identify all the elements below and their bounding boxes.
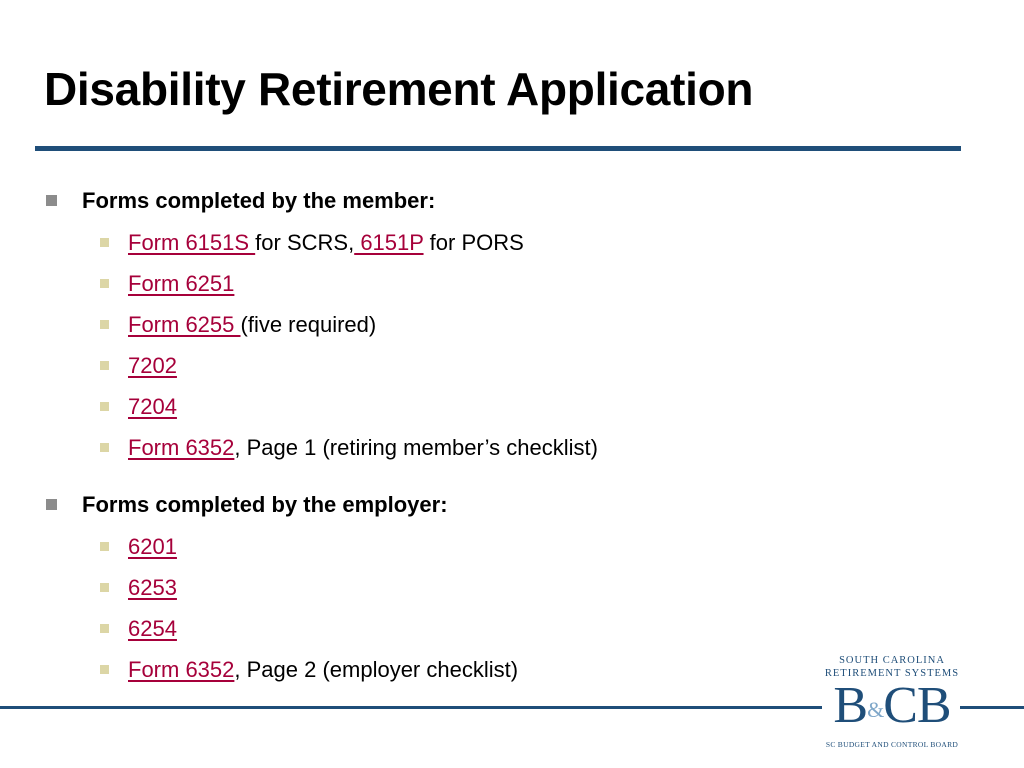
bullet-square-icon bbox=[100, 624, 109, 633]
member-section-heading: Forms completed by the member: bbox=[82, 188, 435, 214]
form-6251-link[interactable]: Form 6251 bbox=[128, 271, 235, 296]
footer-divider bbox=[0, 706, 822, 709]
employer-section-heading: Forms completed by the employer: bbox=[82, 492, 448, 518]
bullet-square-icon bbox=[100, 402, 109, 411]
form-6151s-link[interactable]: Form 6151S bbox=[128, 230, 256, 255]
list-item: Form 6255 (five required) bbox=[128, 312, 376, 338]
list-item bbox=[128, 394, 177, 420]
form-7202-link[interactable]: 7202 bbox=[128, 353, 177, 378]
list-item bbox=[128, 353, 177, 379]
bullet-square-icon bbox=[46, 195, 57, 206]
bullet-square-icon bbox=[100, 361, 109, 370]
title-divider bbox=[35, 146, 961, 151]
bullet-square-icon bbox=[100, 238, 109, 247]
logo-mark: B&CB bbox=[833, 677, 951, 734]
logo-subline: SC BUDGET AND CONTROL BOARD bbox=[825, 740, 959, 749]
list-item: Form 6352, Page 2 (employer checklist) bbox=[128, 657, 518, 683]
list-item: Form 6352, Page 1 (retiring member’s checklist) bbox=[128, 435, 598, 461]
form-6201-link[interactable]: 6201 bbox=[128, 534, 177, 559]
logo-line-2: RETIREMENT SYSTEMS bbox=[824, 668, 960, 679]
form-6253-link[interactable]: 6253 bbox=[128, 575, 177, 600]
bullet-square-icon bbox=[100, 443, 109, 452]
form-6151p-link[interactable]: 6151P bbox=[354, 230, 424, 255]
bullet-square-icon bbox=[100, 542, 109, 551]
bullet-square-icon bbox=[100, 583, 109, 592]
form-6254-link[interactable]: 6254 bbox=[128, 616, 177, 641]
list-item bbox=[128, 575, 177, 601]
logo-line-1: SOUTH CAROLINA bbox=[839, 655, 945, 666]
sc-retirement-logo bbox=[822, 652, 962, 752]
form-6255-link[interactable]: Form 6255 bbox=[128, 312, 241, 337]
bullet-square-icon bbox=[100, 279, 109, 288]
bullet-square-icon bbox=[100, 665, 109, 674]
list-item bbox=[128, 534, 177, 560]
form-6352-page2-link[interactable]: Form 6352 bbox=[128, 657, 235, 682]
list-item bbox=[128, 616, 177, 642]
slide-title: Disability Retirement Application bbox=[44, 63, 754, 115]
form-7204-link[interactable]: 7204 bbox=[128, 394, 177, 419]
list-item bbox=[128, 271, 234, 297]
list-item: Form 6151S for SCRS, 6151P for PORS bbox=[128, 230, 524, 256]
bullet-square-icon bbox=[46, 499, 57, 510]
bullet-square-icon bbox=[100, 320, 109, 329]
form-6352-page1-link[interactable]: Form 6352 bbox=[128, 435, 235, 460]
footer-divider-right bbox=[960, 706, 1024, 709]
